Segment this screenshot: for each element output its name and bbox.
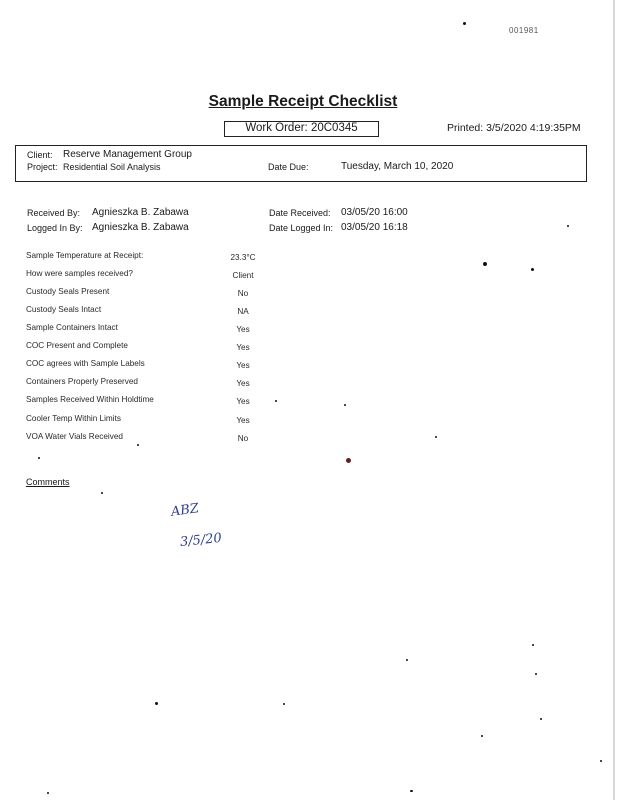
- logged-in-by-value: Agnieszka B. Zabawa: [92, 222, 189, 233]
- scan-edge: [613, 0, 615, 800]
- checklist-value: No: [237, 289, 249, 298]
- checklist-value: 23.3°C: [230, 253, 256, 262]
- received-by-label: Received By:: [27, 208, 81, 218]
- checklist-value: Yes: [236, 379, 250, 388]
- date-received-value: 03/05/20 16:00: [341, 207, 408, 218]
- handwritten-date: 3/5/20: [179, 530, 223, 551]
- checklist-label: COC agrees with Sample Labels: [26, 359, 145, 368]
- checklist-label: COC Present and Complete: [26, 341, 128, 350]
- client-label: Client:: [27, 150, 53, 160]
- checklist-label: Samples Received Within Holdtime: [26, 395, 154, 404]
- checklist-value: No: [237, 434, 249, 443]
- logged-in-by-label: Logged In By:: [27, 223, 83, 233]
- checklist-value: NA: [237, 307, 249, 316]
- checklist-label: Sample Temperature at Receipt:: [26, 251, 144, 260]
- checklist-label: Containers Properly Preserved: [26, 377, 138, 386]
- checklist-value: Yes: [236, 397, 250, 406]
- page-number: 001981: [509, 26, 539, 35]
- checklist-label: Custody Seals Intact: [26, 305, 102, 314]
- comments-heading: Comments: [26, 477, 70, 487]
- date-logged-value: 03/05/20 16:18: [341, 222, 408, 233]
- work-order: Work Order: 20C0345: [245, 122, 358, 134]
- client-value: Reserve Management Group: [63, 149, 192, 160]
- handwritten-initials: ABZ: [170, 501, 200, 520]
- page-title: Sample Receipt Checklist: [208, 93, 398, 110]
- checklist-label: Custody Seals Present: [26, 287, 110, 296]
- checklist-value: Yes: [236, 325, 250, 334]
- checklist-value: Client: [232, 271, 254, 280]
- date-due-label: Date Due:: [268, 162, 309, 172]
- date-received-label: Date Received:: [269, 208, 331, 218]
- received-by-value: Agnieszka B. Zabawa: [92, 207, 189, 218]
- project-label: Project:: [27, 162, 58, 172]
- checklist-label: How were samples received?: [26, 269, 133, 278]
- date-logged-label: Date Logged In:: [269, 223, 334, 233]
- project-value: Residential Soil Analysis: [63, 162, 161, 172]
- checklist-value: Yes: [236, 416, 250, 425]
- checklist-value: Yes: [236, 343, 250, 352]
- checklist-label: Cooler Temp Within Limits: [26, 414, 121, 423]
- checklist-label: Sample Containers Intact: [26, 323, 118, 332]
- date-due-value: Tuesday, March 10, 2020: [341, 161, 454, 172]
- checklist-label: VOA Water Vials Received: [26, 432, 123, 441]
- printed-timestamp: Printed: 3/5/2020 4:19:35PM: [447, 122, 581, 134]
- checklist-value: Yes: [236, 361, 250, 370]
